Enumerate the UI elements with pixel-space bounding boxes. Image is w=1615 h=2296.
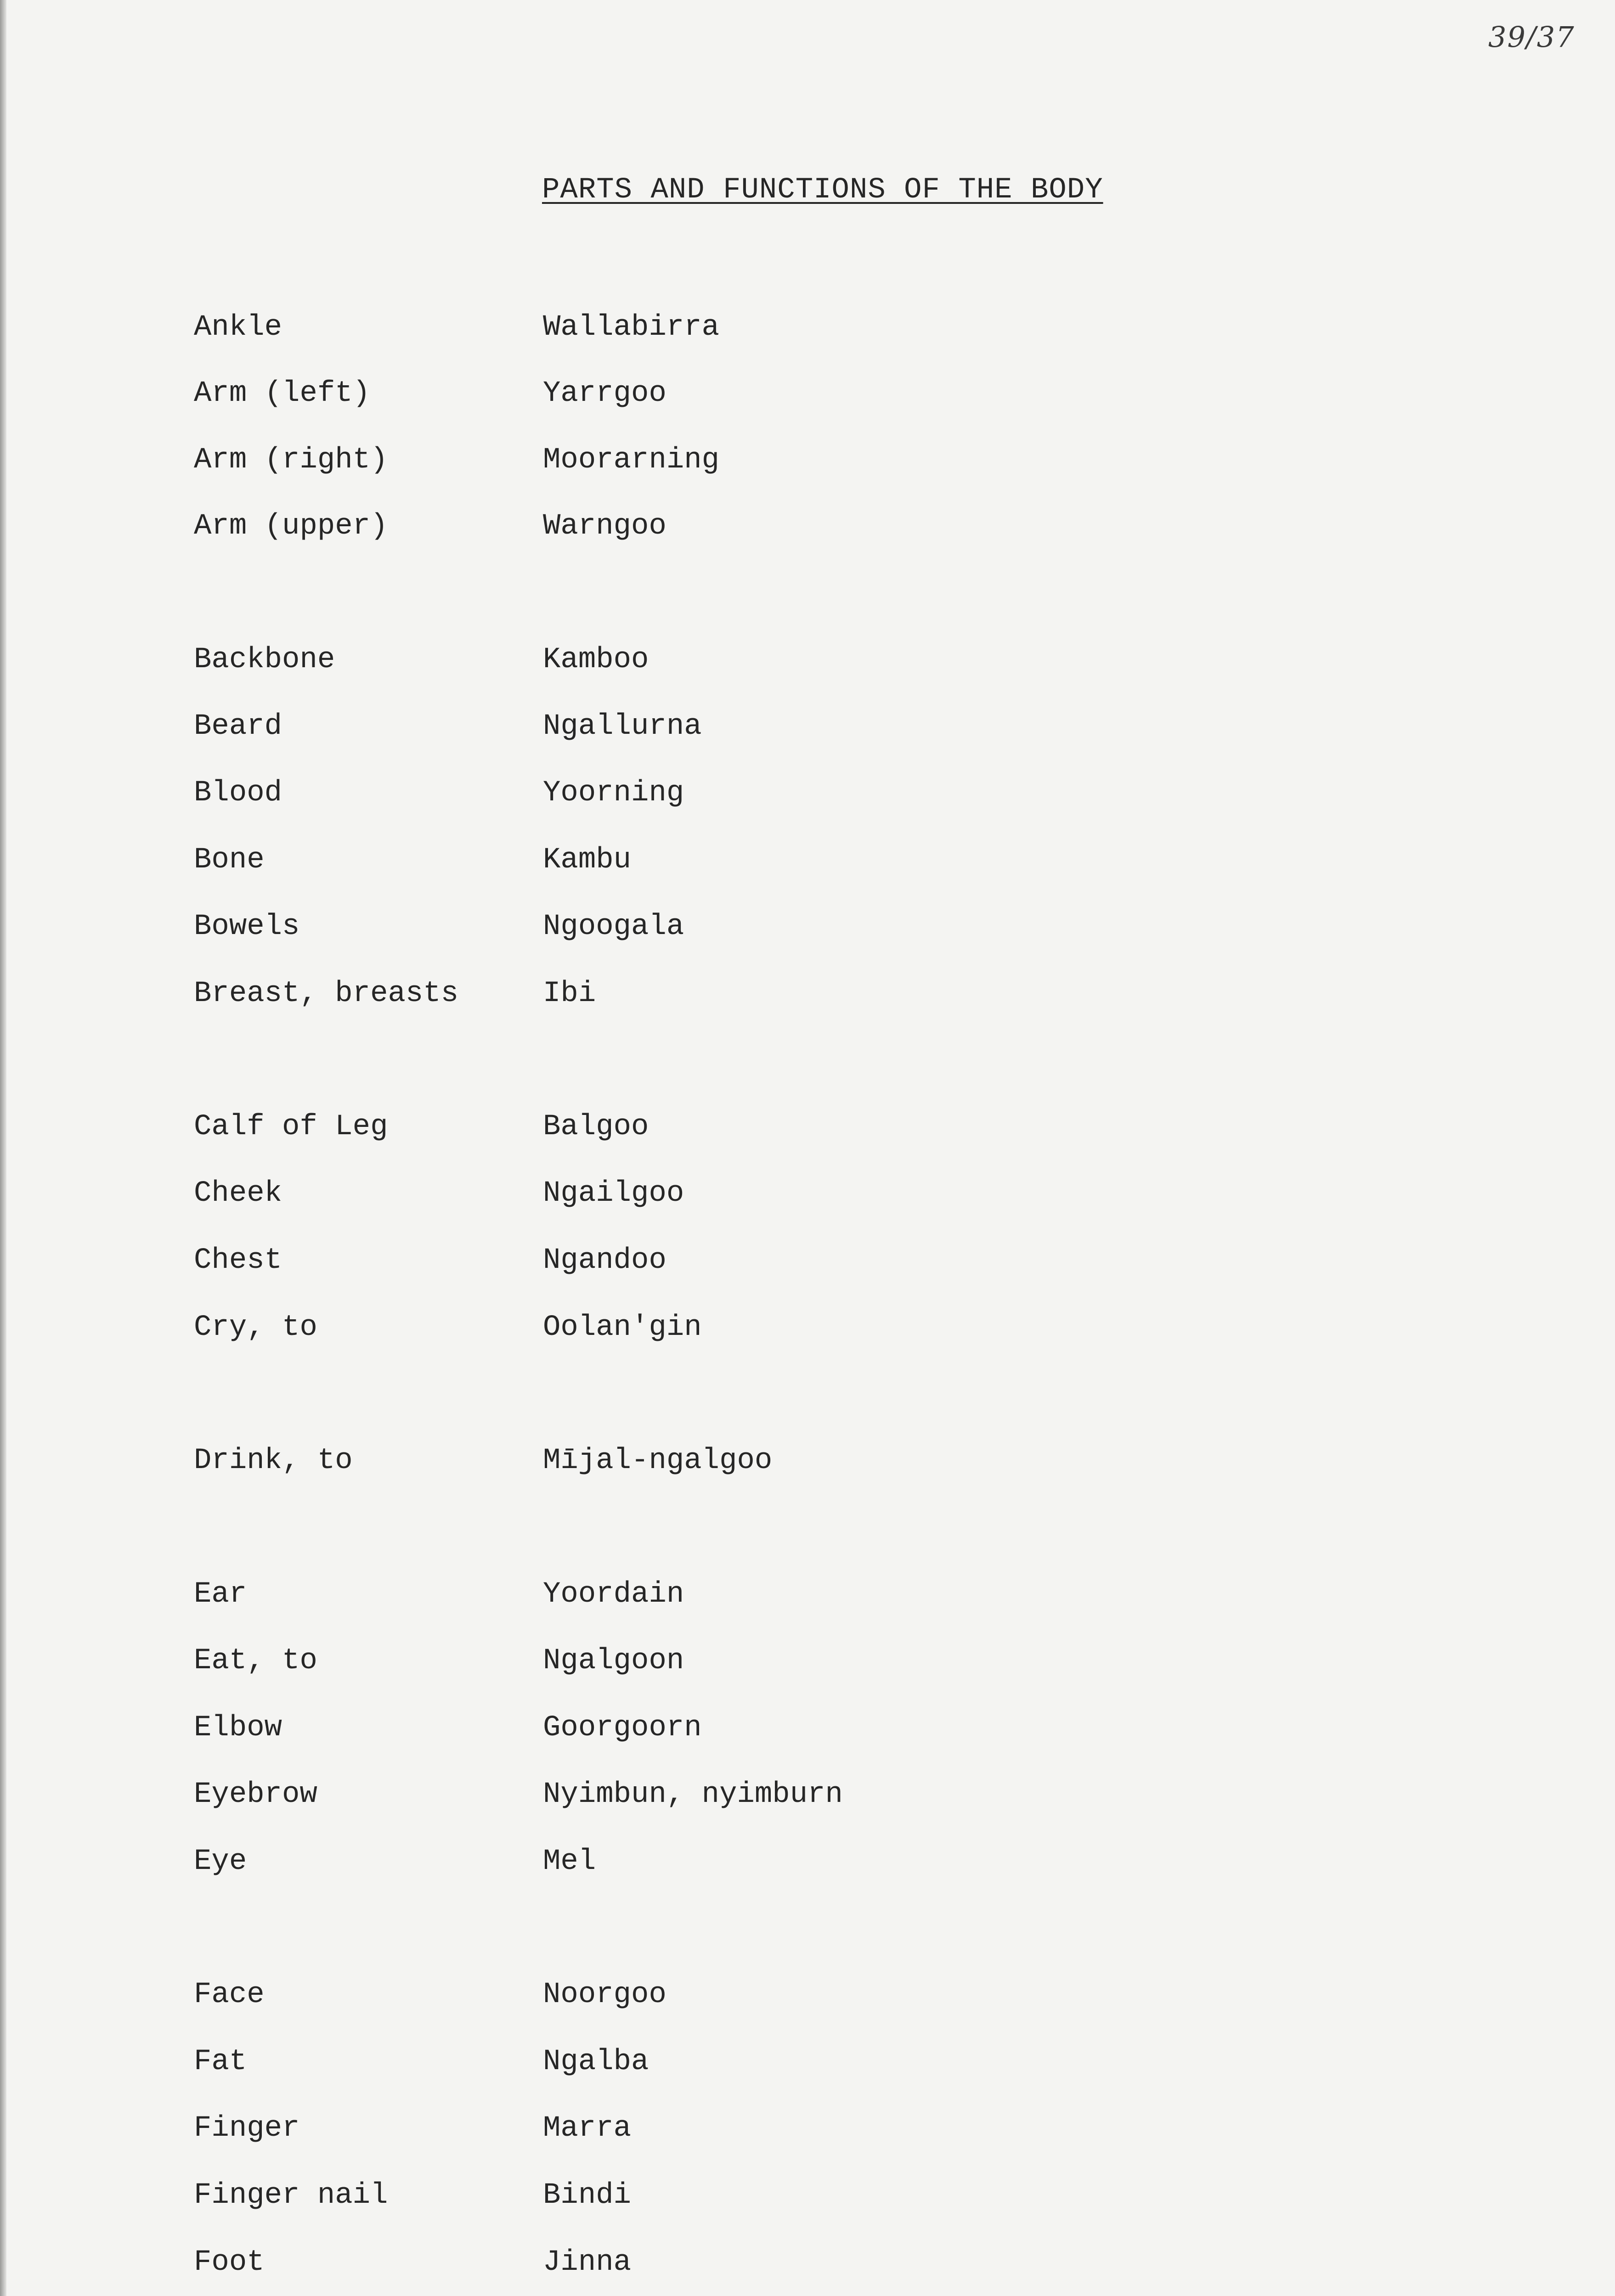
list-item — [0, 1707, 1615, 1749]
list-item — [0, 1841, 1615, 1882]
list-item — [0, 1974, 1615, 2015]
term-english: Backbone — [194, 643, 335, 676]
term-aboriginal: Ibi — [543, 977, 596, 1010]
term-aboriginal: Yoordain — [543, 1578, 684, 1611]
term-aboriginal: Bindi — [543, 2179, 632, 2212]
term-english: Bone — [194, 844, 265, 877]
term-aboriginal: Oolan'gin — [543, 1311, 702, 1344]
term-aboriginal: Yoorning — [543, 777, 684, 810]
list-item — [0, 639, 1615, 681]
term-english: Face — [194, 1978, 265, 2011]
term-aboriginal: Marra — [543, 2112, 632, 2145]
term-aboriginal: Moorarning — [543, 444, 720, 477]
term-aboriginal: Kambu — [543, 844, 632, 877]
term-aboriginal: Ngandoo — [543, 1244, 666, 1277]
term-english: Beard — [194, 710, 282, 743]
term-english: Eye — [194, 1845, 247, 1878]
list-item — [0, 307, 1615, 348]
list-item — [0, 1574, 1615, 1615]
term-english: Finger — [194, 2112, 300, 2145]
term-aboriginal: Ngalgoon — [543, 1644, 684, 1677]
term-aboriginal: Ngoogala — [543, 910, 684, 943]
term-aboriginal: Ngailgoo — [543, 1177, 684, 1210]
page-title: PARTS AND FUNCTIONS OF THE BODY — [542, 174, 1103, 207]
term-aboriginal: Ngallurna — [543, 710, 702, 743]
list-item — [0, 1106, 1615, 1148]
list-item — [0, 2041, 1615, 2082]
list-item — [0, 2175, 1615, 2216]
list-item — [0, 1440, 1615, 1481]
list-item — [0, 906, 1615, 947]
term-aboriginal: Jinna — [543, 2246, 632, 2279]
term-english: Ankle — [194, 311, 282, 344]
list-item — [0, 1774, 1615, 1815]
term-english: Breast, breasts — [194, 977, 459, 1010]
term-aboriginal: Wallabirra — [543, 311, 720, 344]
list-item — [0, 2242, 1615, 2283]
term-aboriginal: Balgoo — [543, 1110, 649, 1143]
term-english: Blood — [194, 777, 282, 810]
list-item — [0, 973, 1615, 1014]
term-english: Bowels — [194, 910, 300, 943]
term-english: Calf of Leg — [194, 1110, 388, 1143]
term-english: Cry, to — [194, 1311, 317, 1344]
term-aboriginal: Nyimbun, nyimburn — [543, 1778, 843, 1811]
term-aboriginal: Ngalba — [543, 2045, 649, 2078]
term-aboriginal: Warngoo — [543, 510, 666, 543]
term-aboriginal: Mel — [543, 1845, 596, 1878]
term-english: Arm (upper) — [194, 510, 388, 543]
term-english: Elbow — [194, 1711, 282, 1745]
term-english: Eyebrow — [194, 1778, 317, 1811]
list-item — [0, 772, 1615, 814]
term-english: Foot — [194, 2246, 265, 2279]
term-english: Finger nail — [194, 2179, 388, 2212]
term-english: Drink, to — [194, 1444, 353, 1477]
list-item — [0, 373, 1615, 414]
list-item — [0, 706, 1615, 747]
list-item — [0, 1240, 1615, 1281]
term-english: Cheek — [194, 1177, 282, 1210]
term-english: Eat, to — [194, 1644, 317, 1677]
term-aboriginal: Goorgoorn — [543, 1711, 702, 1745]
term-aboriginal: Yarrgoo — [543, 377, 666, 410]
list-item — [0, 1640, 1615, 1682]
list-item — [0, 506, 1615, 547]
term-english: Fat — [194, 2045, 247, 2078]
term-english: Arm (left) — [194, 377, 371, 410]
folio-number: 39/37 — [1488, 20, 1575, 54]
list-item — [0, 1307, 1615, 1348]
term-aboriginal: Noorgoo — [543, 1978, 666, 2011]
term-english: Arm (right) — [194, 444, 388, 477]
term-aboriginal: Mījal-ngalgoo — [543, 1444, 773, 1477]
term-english: Chest — [194, 1244, 282, 1277]
list-item — [0, 2108, 1615, 2149]
term-aboriginal: Kamboo — [543, 643, 649, 676]
list-item — [0, 439, 1615, 481]
list-item — [0, 1173, 1615, 1214]
term-english: Ear — [194, 1578, 247, 1611]
list-item — [0, 839, 1615, 881]
